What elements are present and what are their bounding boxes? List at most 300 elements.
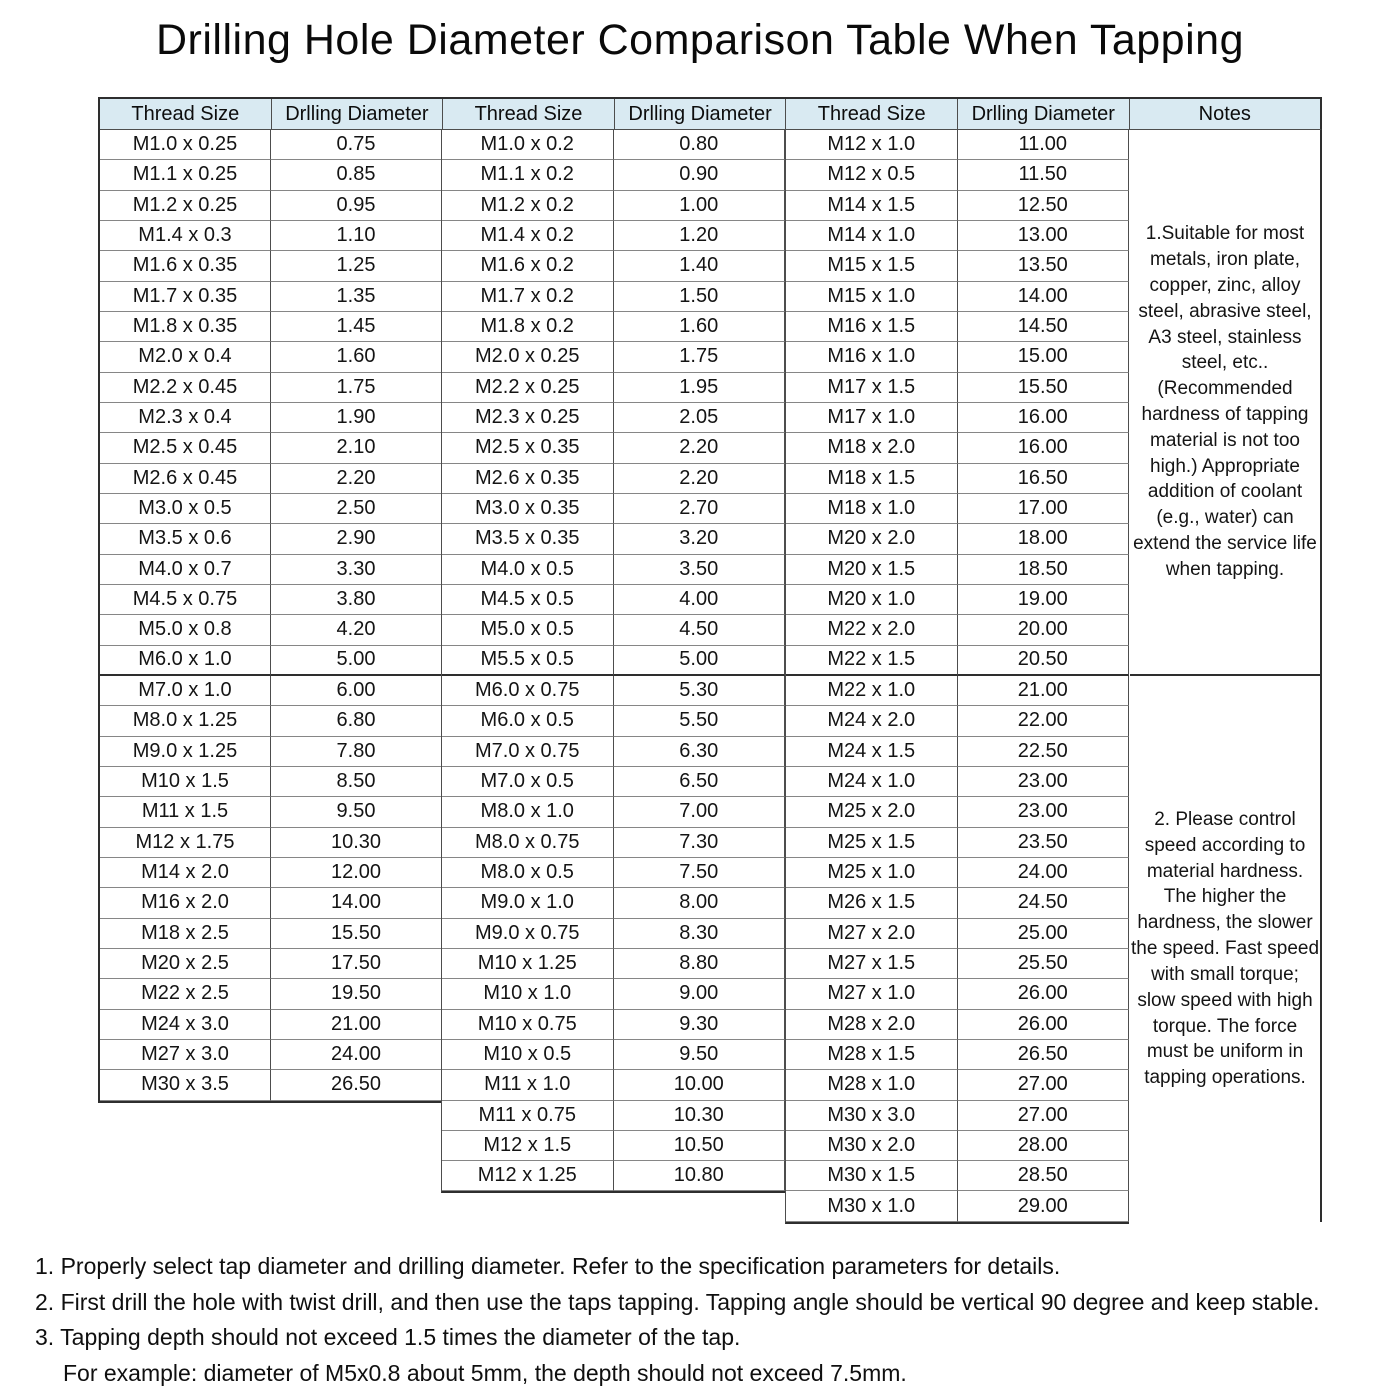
thread-size-cell: M15 x 1.0: [786, 282, 958, 312]
thread-size-cell: M20 x 2.0: [786, 524, 958, 554]
thread-size-cell: M12 x 1.0: [786, 130, 958, 160]
drilling-diameter-cell: 4.20: [271, 615, 442, 645]
table-row: [786, 1131, 1129, 1161]
drilling-diameter-cell: 8.30: [614, 919, 786, 949]
thread-size-cell: M5.5 x 0.5: [442, 646, 614, 676]
drilling-diameter-cell: 24.00: [271, 1040, 442, 1070]
table-row: [786, 706, 1129, 736]
drilling-diameter-cell: 0.95: [271, 191, 442, 221]
table-row: [100, 737, 442, 767]
thread-size-cell: M4.0 x 0.5: [442, 555, 614, 585]
table-row: [442, 858, 785, 888]
thread-size-cell: M24 x 3.0: [100, 1010, 271, 1040]
thread-size-cell: M4.0 x 0.7: [100, 555, 271, 585]
thread-size-cell: M3.0 x 0.5: [100, 494, 271, 524]
table-row: [100, 342, 442, 372]
drilling-diameter-cell: 16.50: [958, 464, 1130, 494]
thread-size-cell: M2.6 x 0.35: [442, 464, 614, 494]
drilling-diameter-cell: 14.00: [958, 282, 1130, 312]
table-row: [786, 342, 1129, 372]
table-row: [786, 524, 1129, 554]
table-row: [786, 403, 1129, 433]
drilling-diameter-cell: 1.25: [271, 251, 442, 281]
header-notes: Notes: [1130, 99, 1322, 130]
drilling-diameter-cell: 0.85: [271, 160, 442, 190]
table-row: [442, 494, 785, 524]
table-row: [100, 312, 442, 342]
drilling-diameter-cell: 26.50: [271, 1070, 442, 1100]
drilling-diameter-cell: 2.50: [271, 494, 442, 524]
thread-size-cell: M25 x 2.0: [786, 797, 958, 827]
thread-size-cell: M8.0 x 1.25: [100, 706, 271, 736]
thread-size-cell: M18 x 1.5: [786, 464, 958, 494]
thread-size-cell: M1.1 x 0.2: [442, 160, 614, 190]
table-row: [442, 828, 785, 858]
drilling-diameter-cell: 8.80: [614, 949, 786, 979]
thread-size-cell: M1.6 x 0.2: [442, 251, 614, 281]
table-row: [786, 130, 1129, 160]
notes-column: [1130, 130, 1322, 1222]
thread-size-cell: M4.5 x 0.75: [100, 585, 271, 615]
thread-size-cell: M3.5 x 0.6: [100, 524, 271, 554]
table-row: [786, 888, 1129, 918]
table-row: [786, 555, 1129, 585]
thread-size-cell: M27 x 3.0: [100, 1040, 271, 1070]
thread-size-cell: M24 x 2.0: [786, 706, 958, 736]
table-row: [786, 949, 1129, 979]
table-row: [100, 555, 442, 585]
table-row: [442, 767, 785, 797]
table-row: [100, 464, 442, 494]
drilling-diameter-cell: 5.00: [614, 646, 786, 676]
drilling-diameter-cell: 6.50: [614, 767, 786, 797]
drilling-diameter-cell: 7.80: [271, 737, 442, 767]
table-row: [786, 676, 1129, 706]
table-row: [100, 949, 442, 979]
thread-size-cell: M14 x 2.0: [100, 858, 271, 888]
drilling-diameter-cell: 9.50: [614, 1040, 786, 1070]
drilling-diameter-cell: 12.50: [958, 191, 1130, 221]
thread-size-cell: M2.5 x 0.35: [442, 433, 614, 463]
drilling-diameter-cell: 7.30: [614, 828, 786, 858]
table-row: [786, 494, 1129, 524]
drilling-diameter-cell: 14.00: [271, 888, 442, 918]
tapping-comparison-table: [98, 97, 1322, 1222]
table-row: [442, 888, 785, 918]
drilling-diameter-cell: 16.00: [958, 433, 1130, 463]
drilling-diameter-cell: 1.60: [614, 312, 786, 342]
thread-size-cell: M2.3 x 0.4: [100, 403, 271, 433]
thread-size-cell: M8.0 x 0.75: [442, 828, 614, 858]
thread-size-cell: M27 x 2.0: [786, 919, 958, 949]
drilling-diameter-cell: 0.75: [271, 130, 442, 160]
table-row: [786, 282, 1129, 312]
table-row: [100, 1040, 442, 1070]
column-pair-1: [98, 130, 442, 1103]
drilling-diameter-cell: 19.00: [958, 585, 1130, 615]
page-title: Drilling Hole Diameter Comparison Table When Tapping: [156, 16, 1244, 64]
table-row: [442, 191, 785, 221]
table-header-row: [98, 97, 1322, 130]
footer-notes: [35, 1249, 1320, 1391]
drilling-diameter-cell: 11.50: [958, 160, 1130, 190]
drilling-diameter-cell: 10.30: [271, 828, 442, 858]
table-row: [100, 858, 442, 888]
drilling-diameter-cell: 6.00: [271, 676, 442, 706]
thread-size-cell: M10 x 1.5: [100, 767, 271, 797]
table-row: [786, 828, 1129, 858]
header-drilling-diameter-1: Drlling Diameter: [272, 99, 444, 130]
drilling-diameter-cell: 9.30: [614, 1010, 786, 1040]
table-row: [442, 221, 785, 251]
table-row: [786, 615, 1129, 645]
thread-size-cell: M16 x 2.0: [100, 888, 271, 918]
thread-size-cell: M18 x 2.5: [100, 919, 271, 949]
drilling-diameter-cell: 1.75: [271, 373, 442, 403]
table-row: [442, 464, 785, 494]
table-row: [442, 797, 785, 827]
drilling-diameter-cell: 2.90: [271, 524, 442, 554]
table-row: [442, 949, 785, 979]
drilling-diameter-cell: 22.50: [958, 737, 1130, 767]
thread-size-cell: M14 x 1.0: [786, 221, 958, 251]
header-thread-size-1: Thread Size: [100, 99, 272, 130]
table-row: [442, 1010, 785, 1040]
drilling-diameter-cell: 23.00: [958, 767, 1130, 797]
drilling-diameter-cell: 20.00: [958, 615, 1130, 645]
thread-size-cell: M1.0 x 0.2: [442, 130, 614, 160]
drilling-diameter-cell: 27.00: [958, 1101, 1130, 1131]
thread-size-cell: M18 x 1.0: [786, 494, 958, 524]
table-row: [100, 676, 442, 706]
table-row: [786, 767, 1129, 797]
table-row: [786, 191, 1129, 221]
table-row: [442, 312, 785, 342]
table-row: [100, 979, 442, 1009]
thread-size-cell: M26 x 1.5: [786, 888, 958, 918]
header-drilling-diameter-3: Drlling Diameter: [958, 99, 1130, 130]
thread-size-cell: M20 x 1.5: [786, 555, 958, 585]
table-row: [100, 160, 442, 190]
drilling-diameter-cell: 1.60: [271, 342, 442, 372]
drilling-diameter-cell: 1.35: [271, 282, 442, 312]
drilling-diameter-cell: 26.00: [958, 979, 1130, 1009]
thread-size-cell: M1.7 x 0.2: [442, 282, 614, 312]
drilling-diameter-cell: 17.50: [271, 949, 442, 979]
drilling-diameter-cell: 13.50: [958, 251, 1130, 281]
drilling-diameter-cell: 24.50: [958, 888, 1130, 918]
thread-size-cell: M30 x 2.0: [786, 1131, 958, 1161]
table-row: [100, 524, 442, 554]
table-row: [786, 858, 1129, 888]
drilling-diameter-cell: 12.00: [271, 858, 442, 888]
drilling-diameter-cell: 5.50: [614, 706, 786, 736]
drilling-diameter-cell: 17.00: [958, 494, 1130, 524]
table-row: [786, 1010, 1129, 1040]
drilling-diameter-cell: 9.50: [271, 797, 442, 827]
drilling-diameter-cell: 15.00: [958, 342, 1130, 372]
drilling-diameter-cell: 2.10: [271, 433, 442, 463]
thread-size-cell: M20 x 1.0: [786, 585, 958, 615]
drilling-diameter-cell: 18.00: [958, 524, 1130, 554]
drilling-diameter-cell: 6.80: [271, 706, 442, 736]
column-pair-2: [441, 130, 785, 1193]
table-row: [100, 403, 442, 433]
thread-size-cell: M15 x 1.5: [786, 251, 958, 281]
thread-size-cell: M11 x 0.75: [442, 1101, 614, 1131]
header-thread-size-3: Thread Size: [786, 99, 958, 130]
table-row: [442, 676, 785, 706]
thread-size-cell: M1.4 x 0.2: [442, 221, 614, 251]
drilling-diameter-cell: 8.00: [614, 888, 786, 918]
thread-size-cell: M22 x 2.5: [100, 979, 271, 1009]
table-row: [786, 1101, 1129, 1131]
drilling-diameter-cell: 4.00: [614, 585, 786, 615]
thread-size-cell: M2.0 x 0.4: [100, 342, 271, 372]
thread-size-cell: M30 x 1.0: [786, 1191, 958, 1221]
table-row: [442, 160, 785, 190]
table-row: [786, 221, 1129, 251]
thread-size-cell: M17 x 1.5: [786, 373, 958, 403]
table-row: [442, 585, 785, 615]
drilling-diameter-cell: 2.05: [614, 403, 786, 433]
thread-size-cell: M27 x 1.5: [786, 949, 958, 979]
drilling-diameter-cell: 7.00: [614, 797, 786, 827]
thread-size-cell: M8.0 x 1.0: [442, 797, 614, 827]
drilling-diameter-cell: 2.20: [271, 464, 442, 494]
table-row: [100, 646, 442, 676]
drilling-diameter-cell: 2.20: [614, 433, 786, 463]
thread-size-cell: M9.0 x 1.0: [442, 888, 614, 918]
footer-note-line: For example: diameter of M5x0.8 about 5mm, the depth should not exceed 7.5mm.: [63, 1359, 907, 1386]
table-row: [442, 251, 785, 281]
table-row: [786, 1070, 1129, 1100]
thread-size-cell: M17 x 1.0: [786, 403, 958, 433]
header-drilling-diameter-2: Drlling Diameter: [615, 99, 787, 130]
table-row: [100, 828, 442, 858]
table-row: [786, 1040, 1129, 1070]
drilling-diameter-cell: 8.50: [271, 767, 442, 797]
drilling-diameter-cell: 1.00: [614, 191, 786, 221]
thread-size-cell: M7.0 x 0.75: [442, 737, 614, 767]
drilling-diameter-cell: 26.50: [958, 1040, 1130, 1070]
table-row: [442, 524, 785, 554]
thread-size-cell: M24 x 1.5: [786, 737, 958, 767]
thread-size-cell: M2.2 x 0.25: [442, 373, 614, 403]
drilling-diameter-cell: 28.50: [958, 1161, 1130, 1191]
drilling-diameter-cell: 5.30: [614, 676, 786, 706]
thread-size-cell: M28 x 2.0: [786, 1010, 958, 1040]
table-row: [442, 130, 785, 160]
thread-size-cell: M1.0 x 0.25: [100, 130, 271, 160]
drilling-diameter-cell: 1.20: [614, 221, 786, 251]
thread-size-cell: M30 x 1.5: [786, 1161, 958, 1191]
thread-size-cell: M4.5 x 0.5: [442, 585, 614, 615]
thread-size-cell: M1.4 x 0.3: [100, 221, 271, 251]
drilling-diameter-cell: 10.80: [614, 1161, 786, 1191]
drilling-diameter-cell: 14.50: [958, 312, 1130, 342]
table-row: [100, 1010, 442, 1040]
thread-size-cell: M16 x 1.5: [786, 312, 958, 342]
drilling-diameter-cell: 10.50: [614, 1131, 786, 1161]
thread-size-cell: M3.5 x 0.35: [442, 524, 614, 554]
table-row: [442, 403, 785, 433]
thread-size-cell: M2.5 x 0.45: [100, 433, 271, 463]
thread-size-cell: M12 x 1.5: [442, 1131, 614, 1161]
thread-size-cell: M1.8 x 0.35: [100, 312, 271, 342]
drilling-diameter-cell: 3.20: [614, 524, 786, 554]
thread-size-cell: M28 x 1.0: [786, 1070, 958, 1100]
thread-size-cell: M10 x 1.25: [442, 949, 614, 979]
table-row: [786, 312, 1129, 342]
drilling-diameter-cell: 25.00: [958, 919, 1130, 949]
thread-size-cell: M10 x 0.75: [442, 1010, 614, 1040]
drilling-diameter-cell: 9.00: [614, 979, 786, 1009]
drilling-diameter-cell: 19.50: [271, 979, 442, 1009]
thread-size-cell: M3.0 x 0.35: [442, 494, 614, 524]
drilling-diameter-cell: 10.30: [614, 1101, 786, 1131]
drilling-diameter-cell: 0.80: [614, 130, 786, 160]
table-row: [442, 1131, 785, 1161]
drilling-diameter-cell: 0.90: [614, 160, 786, 190]
thread-size-cell: M28 x 1.5: [786, 1040, 958, 1070]
table-row: [100, 585, 442, 615]
drilling-diameter-cell: 1.95: [614, 373, 786, 403]
thread-size-cell: M11 x 1.0: [442, 1070, 614, 1100]
table-row: [442, 433, 785, 463]
table-row: [442, 342, 785, 372]
table-row: [442, 615, 785, 645]
thread-size-cell: M24 x 1.0: [786, 767, 958, 797]
table-row: [100, 373, 442, 403]
table-row: [100, 191, 442, 221]
thread-size-cell: M30 x 3.5: [100, 1070, 271, 1100]
drilling-diameter-cell: 26.00: [958, 1010, 1130, 1040]
note-cell-2: 2. Please control speed according to material hardness. The higher the hardness, the slower the speed. Fast speed with small torque; slow speed with high torque. The force must be uniform in tapping operations.: [1130, 676, 1320, 1222]
table-row: [100, 919, 442, 949]
drilling-diameter-cell: 20.50: [958, 646, 1130, 676]
header-thread-size-2: Thread Size: [443, 99, 615, 130]
thread-size-cell: M6.0 x 0.75: [442, 676, 614, 706]
drilling-diameter-cell: 21.00: [271, 1010, 442, 1040]
drilling-diameter-cell: 5.00: [271, 646, 442, 676]
table-row: [442, 373, 785, 403]
table-row: [442, 282, 785, 312]
table-row: [442, 737, 785, 767]
drilling-diameter-cell: 1.45: [271, 312, 442, 342]
drilling-diameter-cell: 1.10: [271, 221, 442, 251]
table-row: [786, 585, 1129, 615]
drilling-diameter-cell: 13.00: [958, 221, 1130, 251]
table-row: [786, 373, 1129, 403]
thread-size-cell: M22 x 1.5: [786, 646, 958, 676]
thread-size-cell: M30 x 3.0: [786, 1101, 958, 1131]
drilling-diameter-cell: 1.50: [614, 282, 786, 312]
table-row: [100, 706, 442, 736]
drilling-diameter-cell: 4.50: [614, 615, 786, 645]
table-row: [442, 1101, 785, 1131]
drilling-diameter-cell: 22.00: [958, 706, 1130, 736]
table-row: [786, 464, 1129, 494]
table-row: [786, 160, 1129, 190]
table-row: [786, 1161, 1129, 1191]
thread-size-cell: M1.2 x 0.2: [442, 191, 614, 221]
drilling-diameter-cell: 10.00: [614, 1070, 786, 1100]
drilling-diameter-cell: 28.00: [958, 1131, 1130, 1161]
thread-size-cell: M25 x 1.0: [786, 858, 958, 888]
thread-size-cell: M27 x 1.0: [786, 979, 958, 1009]
thread-size-cell: M12 x 1.25: [442, 1161, 614, 1191]
drilling-diameter-cell: 3.30: [271, 555, 442, 585]
drilling-diameter-cell: 3.80: [271, 585, 442, 615]
drilling-diameter-cell: 6.30: [614, 737, 786, 767]
drilling-diameter-cell: 11.00: [958, 130, 1130, 160]
drilling-diameter-cell: 24.00: [958, 858, 1130, 888]
drilling-diameter-cell: 27.00: [958, 1070, 1130, 1100]
drilling-diameter-cell: 21.00: [958, 676, 1130, 706]
column-pair-3: [785, 130, 1129, 1224]
drilling-diameter-cell: 23.50: [958, 828, 1130, 858]
thread-size-cell: M12 x 1.75: [100, 828, 271, 858]
table-row: [786, 646, 1129, 676]
thread-size-cell: M1.1 x 0.25: [100, 160, 271, 190]
thread-size-cell: M2.2 x 0.45: [100, 373, 271, 403]
table-row: [100, 130, 442, 160]
table-row: [100, 251, 442, 281]
table-row: [786, 737, 1129, 767]
thread-size-cell: M2.3 x 0.25: [442, 403, 614, 433]
table-row: [442, 555, 785, 585]
thread-size-cell: M7.0 x 1.0: [100, 676, 271, 706]
table-row: [442, 706, 785, 736]
thread-size-cell: M18 x 2.0: [786, 433, 958, 463]
thread-size-cell: M22 x 2.0: [786, 615, 958, 645]
drilling-diameter-cell: 25.50: [958, 949, 1130, 979]
thread-size-cell: M1.6 x 0.35: [100, 251, 271, 281]
table-row: [100, 433, 442, 463]
thread-size-cell: M10 x 1.0: [442, 979, 614, 1009]
thread-size-cell: M22 x 1.0: [786, 676, 958, 706]
footer-note-line: 3. Tapping depth should not exceed 1.5 times the diameter of the tap.: [35, 1324, 741, 1351]
table-row: [100, 888, 442, 918]
drilling-diameter-cell: 1.75: [614, 342, 786, 372]
thread-size-cell: M2.0 x 0.25: [442, 342, 614, 372]
drilling-diameter-cell: 3.50: [614, 555, 786, 585]
footer-note-line: 2. First drill the hole with twist drill, and then use the taps tapping. Tapping angle should be vertical 90 degree and keep stable.: [35, 1288, 1320, 1315]
table-row: [442, 646, 785, 676]
thread-size-cell: M9.0 x 0.75: [442, 919, 614, 949]
drilling-diameter-cell: 1.90: [271, 403, 442, 433]
thread-size-cell: M20 x 2.5: [100, 949, 271, 979]
table-row: [442, 979, 785, 1009]
table-row: [442, 1070, 785, 1100]
thread-size-cell: M5.0 x 0.5: [442, 615, 614, 645]
drilling-diameter-cell: 1.40: [614, 251, 786, 281]
table-row: [786, 919, 1129, 949]
table-row: [786, 251, 1129, 281]
table-row: [786, 1191, 1129, 1221]
table-row: [100, 797, 442, 827]
thread-size-cell: M9.0 x 1.25: [100, 737, 271, 767]
table-row: [100, 494, 442, 524]
table-row: [100, 282, 442, 312]
thread-size-cell: M1.2 x 0.25: [100, 191, 271, 221]
table-row: [786, 797, 1129, 827]
thread-size-cell: M5.0 x 0.8: [100, 615, 271, 645]
drilling-diameter-cell: 23.00: [958, 797, 1130, 827]
thread-size-cell: M12 x 0.5: [786, 160, 958, 190]
thread-size-cell: M2.6 x 0.45: [100, 464, 271, 494]
